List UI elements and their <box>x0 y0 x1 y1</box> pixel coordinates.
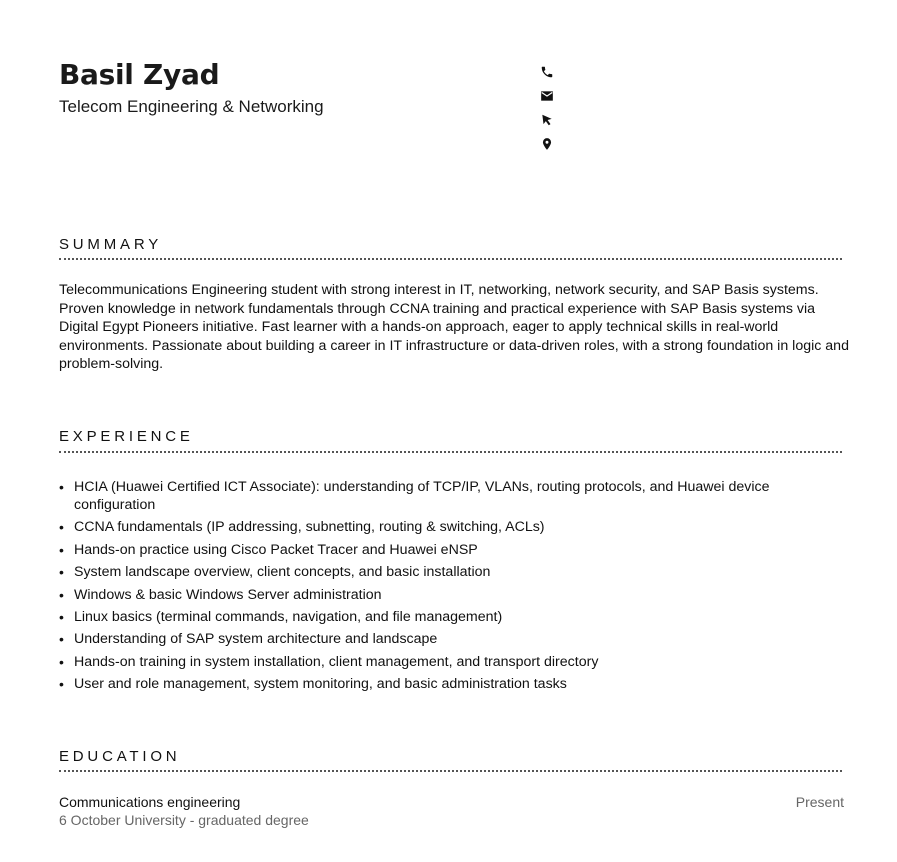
bullet-icon: • <box>59 608 64 625</box>
bullet-icon: • <box>59 541 64 558</box>
experience-item-text: System landscape overview, client concepts, and basic installation <box>74 564 491 581</box>
bullet-icon: • <box>59 676 64 693</box>
contact-phone <box>540 60 554 84</box>
bullet-icon: • <box>59 519 64 536</box>
experience-item-text: Linux basics (terminal commands, navigation, and file management) <box>74 608 503 625</box>
education-date: Present <box>795 794 844 810</box>
location-pin-icon <box>540 137 554 151</box>
bullet-icon: • <box>59 479 64 495</box>
candidate-name: Basil Zyad <box>59 58 220 91</box>
experience-item <box>59 478 819 514</box>
experience-item-text: Hands-on training in system installation, client management, and transport directory <box>74 653 599 670</box>
experience-divider <box>59 451 842 453</box>
experience-item-text: HCIA (Huawei Certified ICT Associate): understanding of TCP/IP, VLANs, routing protocols, and Huawei device configuration <box>74 479 770 513</box>
contact-email <box>540 84 554 108</box>
education-degree: Communications engineering <box>59 794 241 810</box>
summary-divider <box>59 258 842 260</box>
experience-item-text: User and role management, system monitoring, and basic administration tasks <box>74 676 567 693</box>
cursor-icon <box>540 113 554 127</box>
experience-item <box>59 541 819 559</box>
education-divider <box>59 770 842 772</box>
experience-item <box>59 563 819 581</box>
experience-item <box>59 518 819 536</box>
bullet-icon: • <box>59 586 64 603</box>
bullet-icon: • <box>59 653 64 670</box>
experience-item <box>59 653 819 671</box>
education-heading: EDUCATION <box>59 748 181 765</box>
summary-text: Telecommunications Engineering student with strong interest in IT, networking, network security, and SAP Basis systems. Proven knowledge in network fundamentals through CCNA training and practical experience with SAP Basis systems via Digital Egypt Pioneers initiative. Fast learner with a hands-on approach, eager to apply technical skills in real-world environments. Passionate about building a career in IT infrastructure or data-driven roles, with a strong foundation in logic and problem-solving. <box>59 282 849 373</box>
experience-item-text: Windows & basic Windows Server administration <box>74 586 382 603</box>
envelope-icon <box>540 89 554 103</box>
experience-item <box>59 586 819 604</box>
summary-heading: SUMMARY <box>59 236 162 253</box>
contact-website <box>540 108 554 132</box>
experience-item-text: Hands-on practice using Cisco Packet Tracer and Huawei eNSP <box>74 541 478 558</box>
bullet-icon: • <box>59 564 64 581</box>
experience-list <box>59 478 819 698</box>
bullet-icon: • <box>59 631 64 648</box>
candidate-title: Telecom Engineering & Networking <box>59 97 324 116</box>
experience-item-text: Understanding of SAP system architecture and landscape <box>74 631 438 648</box>
experience-item <box>59 608 819 626</box>
experience-item <box>59 630 819 648</box>
contact-list <box>540 60 554 156</box>
education-school: 6 October University - graduated degree <box>59 812 309 828</box>
experience-heading: EXPERIENCE <box>59 428 194 445</box>
phone-icon <box>540 65 554 79</box>
contact-location <box>540 132 554 156</box>
experience-item <box>59 675 819 693</box>
experience-item-text: CCNA fundamentals (IP addressing, subnetting, routing & switching, ACLs) <box>74 519 545 536</box>
